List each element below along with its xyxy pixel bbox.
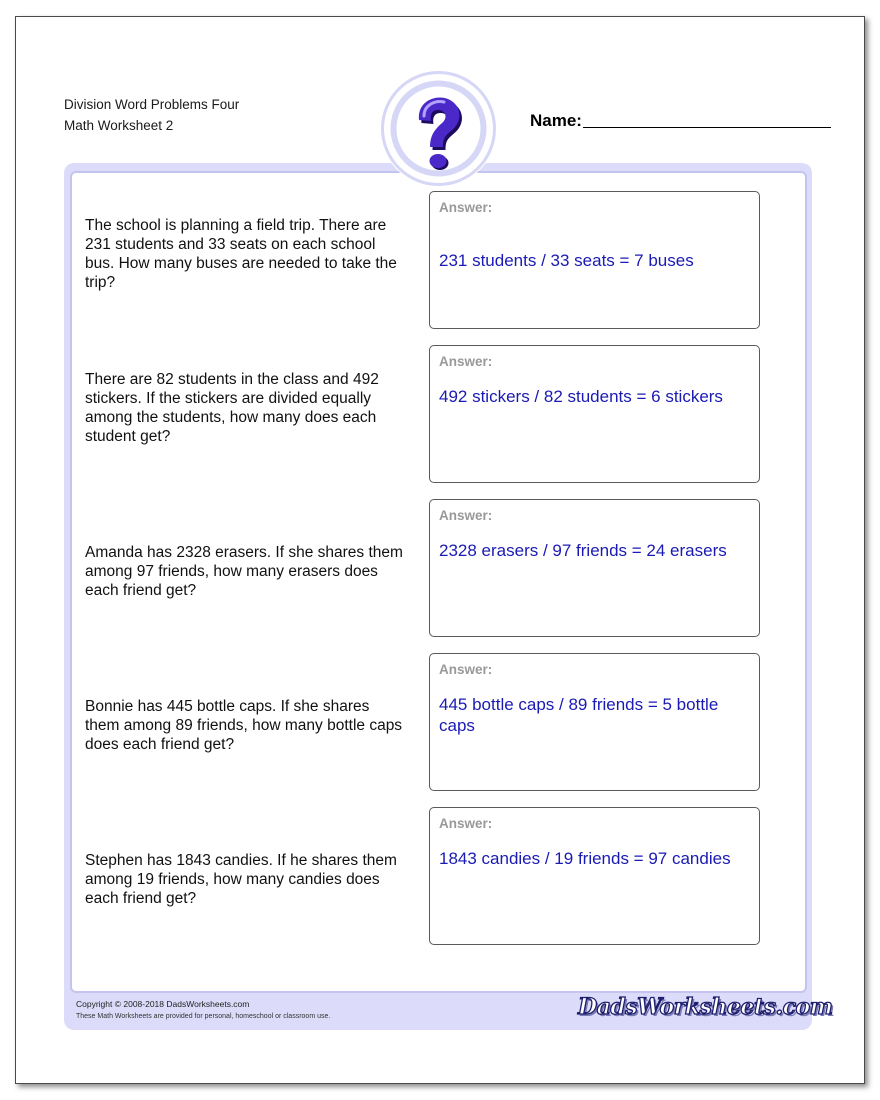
problem-1-answer: 231 students / 33 seats = 7 buses: [439, 251, 694, 270]
answer-box-1: [429, 191, 760, 329]
logo-badge: [380, 70, 497, 187]
answer-box-2: [429, 345, 760, 483]
problem-1-question: The school is planning a field trip. There are 231 students and 33 seats on each school bus. How many buses are needed to take the trip?: [85, 217, 397, 291]
problem-3-answer: 2328 erasers / 97 friends = 24 erasers: [439, 541, 727, 560]
answer-label: Answer:: [439, 200, 493, 215]
problem-2-answer: 492 stickers / 82 students = 6 stickers: [439, 387, 723, 406]
problem-2-question: There are 82 students in the class and 492 stickers. If the stickers are divided equally among the students, how many does each student get?: [85, 371, 379, 445]
footer-copyright: Copyright © 2008-2018 DadsWorksheets.com: [76, 999, 250, 1009]
brand-logo: DadsWorksheets.com: [578, 994, 833, 1020]
problem-5-answer: 1843 candies / 19 friends = 97 candies: [439, 849, 731, 868]
answer-label: Answer:: [439, 662, 493, 677]
answer-box-3: [429, 499, 760, 637]
problem-4-answer: 445 bottle caps / 89 friends = 5 bottle caps: [439, 695, 719, 735]
problem-5-question: Stephen has 1843 candies. If he shares them among 19 friends, how many candies does each friend get?: [85, 852, 397, 907]
name-label: Name:: [530, 111, 582, 130]
name-line: [583, 127, 831, 128]
answer-box-4: [429, 653, 760, 791]
worksheet-subtitle: Math Worksheet 2: [64, 118, 174, 133]
answer-label: Answer:: [439, 816, 493, 831]
worksheet-title: Division Word Problems Four: [64, 97, 240, 112]
problem-3-question: Amanda has 2328 erasers. If she shares them among 97 friends, how many erasers does each friend get?: [85, 544, 403, 599]
question-mark-icon: [380, 70, 497, 187]
answer-box-5: [429, 807, 760, 945]
problem-4-question: Bonnie has 445 bottle caps. If she shares them among 89 friends, how many bottle caps does each friend get?: [85, 698, 403, 753]
answer-label: Answer:: [439, 354, 493, 369]
answer-label: Answer:: [439, 508, 493, 523]
footer-note: These Math Worksheets are provided for personal, homeschool or classroom use.: [76, 1013, 331, 1020]
